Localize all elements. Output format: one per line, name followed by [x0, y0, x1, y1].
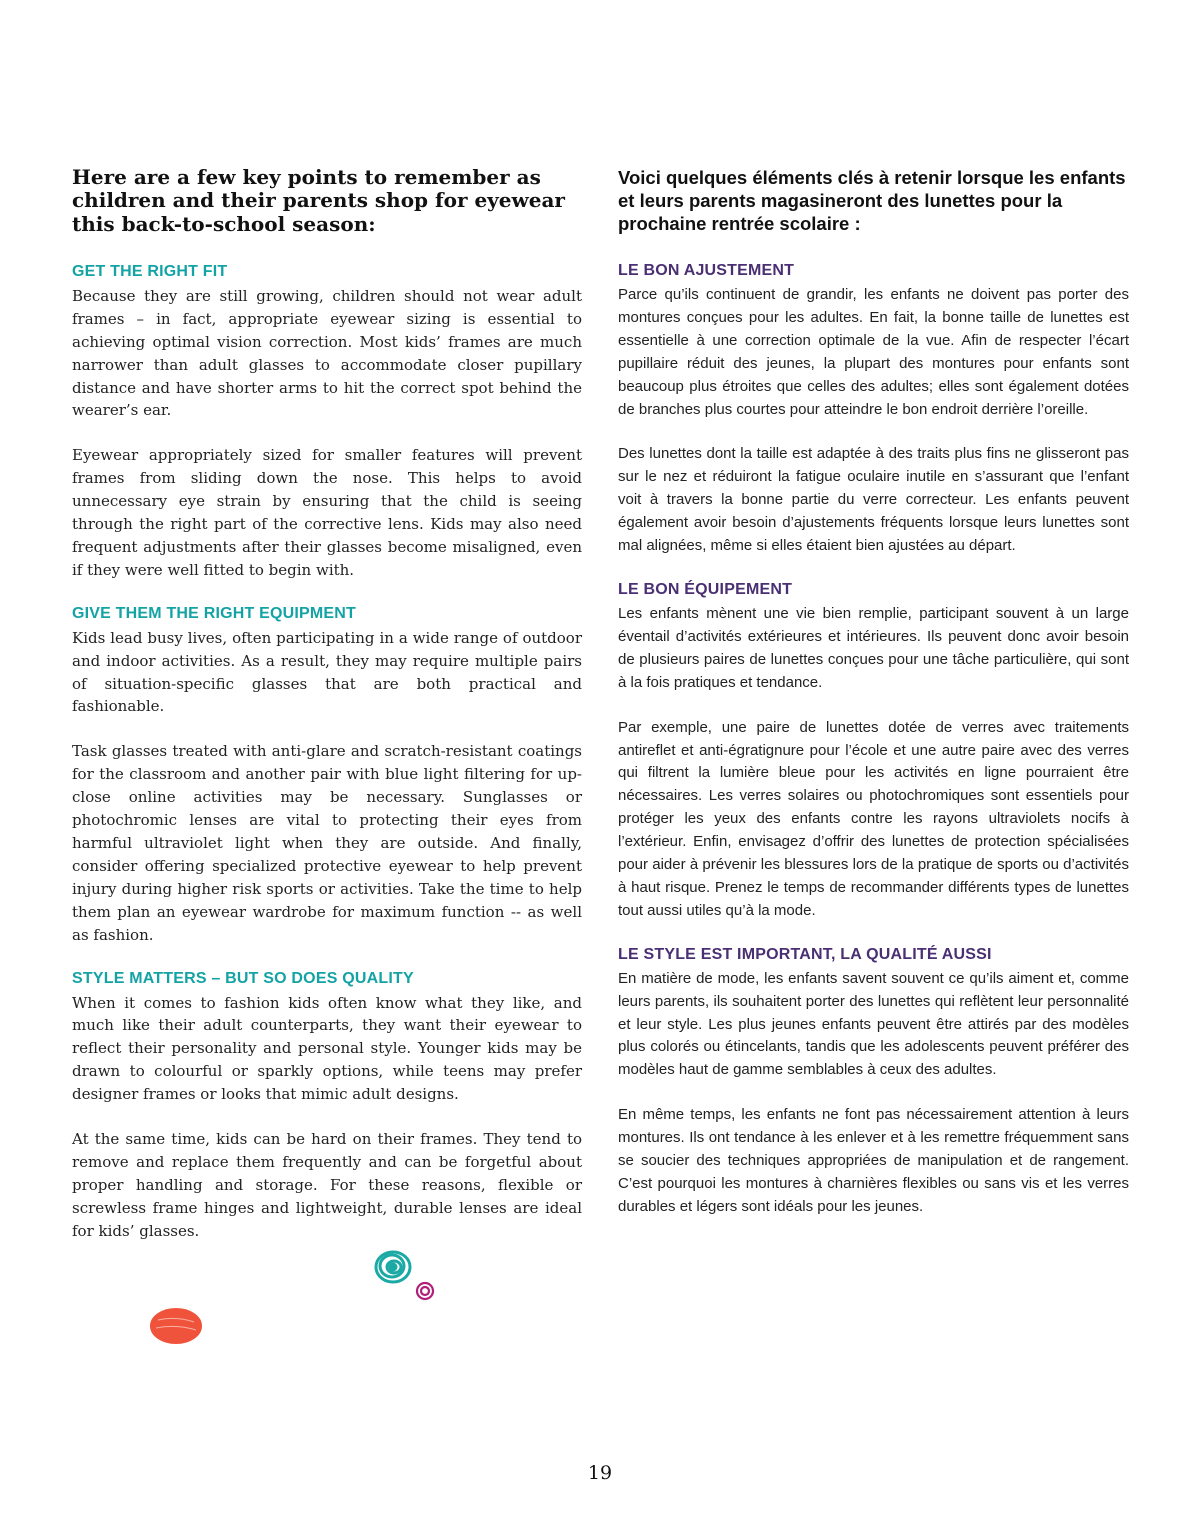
french-paragraph: En même temps, les enfants ne font pas nécessairement attention à leurs montures. Ils ont tendance à les enlever et à les remettre fréquemment sans se soucier des techniques appropriées de manipulation et de rangement. C’est pourquoi les montures à charnières flexibles ou sans vis et les verres durables et légers sont idéals pour les jeunes. [618, 1106, 1129, 1215]
english-section-heading: GET THE RIGHT FIT [72, 262, 228, 280]
english-section-equipment [72, 604, 582, 947]
english-section-heading: STYLE MATTERS – BUT SO DOES QUALITY [72, 969, 414, 987]
french-section-equipment [618, 580, 1129, 923]
english-intro: Here are a few key points to remember as children and their parents shop for eyewear this back-to-school season: [72, 165, 565, 236]
english-paragraph: Eyewear appropriately sized for smaller features will prevent frames from sliding down the nose. This helps to avoid unnecessary eye strain by ensuring that the child is seeing through the right part of the corrective lens. Kids may also need frequent adjustments after their glasses become misaligned, even if they were well fitted to begin with. [72, 446, 582, 579]
teal-scribble-dot-icon [372, 1248, 414, 1286]
magenta-scribble-dot-icon [414, 1280, 436, 1302]
french-section-heading: LE STYLE EST IMPORTANT, LA QUALITÉ AUSSI [618, 945, 992, 963]
english-paragraph: Task glasses treated with anti-glare and scratch-resistant coatings for the classroom and another pair with blue light filtering for up-close online activities may be necessary. Sunglasses or photochromic lenses are vital to protecting their eyes from harmful ultraviolet light when they are outside. And finally, consider offering specialized protective eyewear to help prevent injury during higher risk sports or activities. Take the time to help them plan an eyewear wardrobe for maximum function -- as well as fashion. [72, 742, 582, 944]
english-column [72, 166, 582, 1265]
french-column [618, 166, 1129, 1241]
french-paragraph: En matière de mode, les enfants savent souvent ce qu’ils aiment et, comme leurs parents, ils souhaitent porter des lunettes qui reflètent leur personnalité et leur style. Les plus jeunes enfants peuvent être attirés par des modèles plus colorés ou étincelants, tandis que les adolescents peuvent préférer des modèles haut de gamme semblables à ceux des adultes. [618, 969, 1129, 1079]
french-section-style [618, 945, 1129, 1219]
french-paragraph: Parce qu’ils continuent de grandir, les enfants ne doivent pas porter des montures conçues pour les adultes. En fait, la bonne taille de lunettes est essentielle à une correction optimale de la vue. Afin de respecter l’écart pupillaire réduit des jeunes, la plupart des montures pour enfants sont beaucoup plus étroites que celles des adultes; elles sont également dotées de branches plus courtes pour atteindre le bon endroit derrière l’oreille. [618, 286, 1129, 418]
french-section-heading: LE BON ÉQUIPEMENT [618, 580, 793, 598]
english-paragraph: Because they are still growing, children should not wear adult frames – in fact, appropriate eyewear sizing is essential to achieving optimal vision correction. Most kids’ frames are much narrower than adult glasses to accommodate closer pupillary distance and have shorter arms to hit the correct spot behind the wearer’s ear. [72, 286, 582, 420]
english-paragraph: Kids lead busy lives, often participating in a wide range of outdoor and indoor activities. As a result, they may require multiple pairs of situation-specific glasses that are both practical and fashionable. [72, 628, 582, 716]
french-paragraph: Les enfants mènent une vie bien remplie, participant souvent à un large éventail d’activités extérieures et intérieures. Ils peuvent donc avoir besoin de plusieurs paires de lunettes conçues pour une tâche particulière, qui sont à la fois pratiques et tendance. [618, 604, 1129, 691]
english-section-fit [72, 262, 582, 582]
english-paragraph: At the same time, kids can be hard on their frames. They tend to remove and replace them frequently and can be forgetful about proper handling and storage. For these reasons, flexible or screwless frame hinges and lightweight, durable lenses are ideal for kids’ glasses. [72, 1130, 582, 1240]
english-section-style [72, 969, 582, 1243]
french-section-heading: LE BON AJUSTEMENT [618, 262, 795, 279]
french-paragraph: Des lunettes dont la taille est adaptée à des traits plus fins ne glisseront pas sur le nez et réduiront la fatigue oculaire inutile en s’assurant que l’enfant voit à travers la bonne partie du verre correcteur. Les enfants peuvent également avoir besoin d’ajustements fréquents lorsque leurs lunettes sont mal alignées, même si elles étaient bien ajustées au départ. [618, 445, 1129, 555]
french-section-fit [618, 261, 1129, 558]
french-paragraph: Par exemple, une paire de lunettes dotée de verres avec traitements antireflet et anti-égratignure pour l’école et une autre paire avec des verres qui filtrent la lumière bleue pour les activités en ligne pourraient être nécessaires. Les verres solaires ou photochromiques sont essentiels pour protéger les yeux des enfants contre les rayons ultraviolets nocifs à l’extérieur. Enfin, envisagez d’offrir des lunettes de protection spécialisées pour aider à prévenir les blessures lors de la pratique de sports ou d’activités à haut risque. Prenez le temps de recommander différents types de lunettes tout aussi utiles qu’à la mode. [618, 718, 1129, 919]
orange-scribble-dot-icon [148, 1306, 204, 1346]
english-paragraph: When it comes to fashion kids often know what they like, and much like their adult counterparts, they want their eyewear to reflect their personality and personal style. Younger kids may be drawn to colourful or sparkly options, while teens may prefer designer frames or looks that mimic adult designs. [72, 993, 582, 1104]
french-intro: Voici quelques éléments clés à retenir lorsque les enfants et leurs parents magasineront des lunettes pour la prochaine rentrée scolaire : [618, 167, 1126, 234]
page-number: 19 [587, 1462, 613, 1484]
english-section-heading: GIVE THEM THE RIGHT EQUIPMENT [72, 604, 357, 622]
